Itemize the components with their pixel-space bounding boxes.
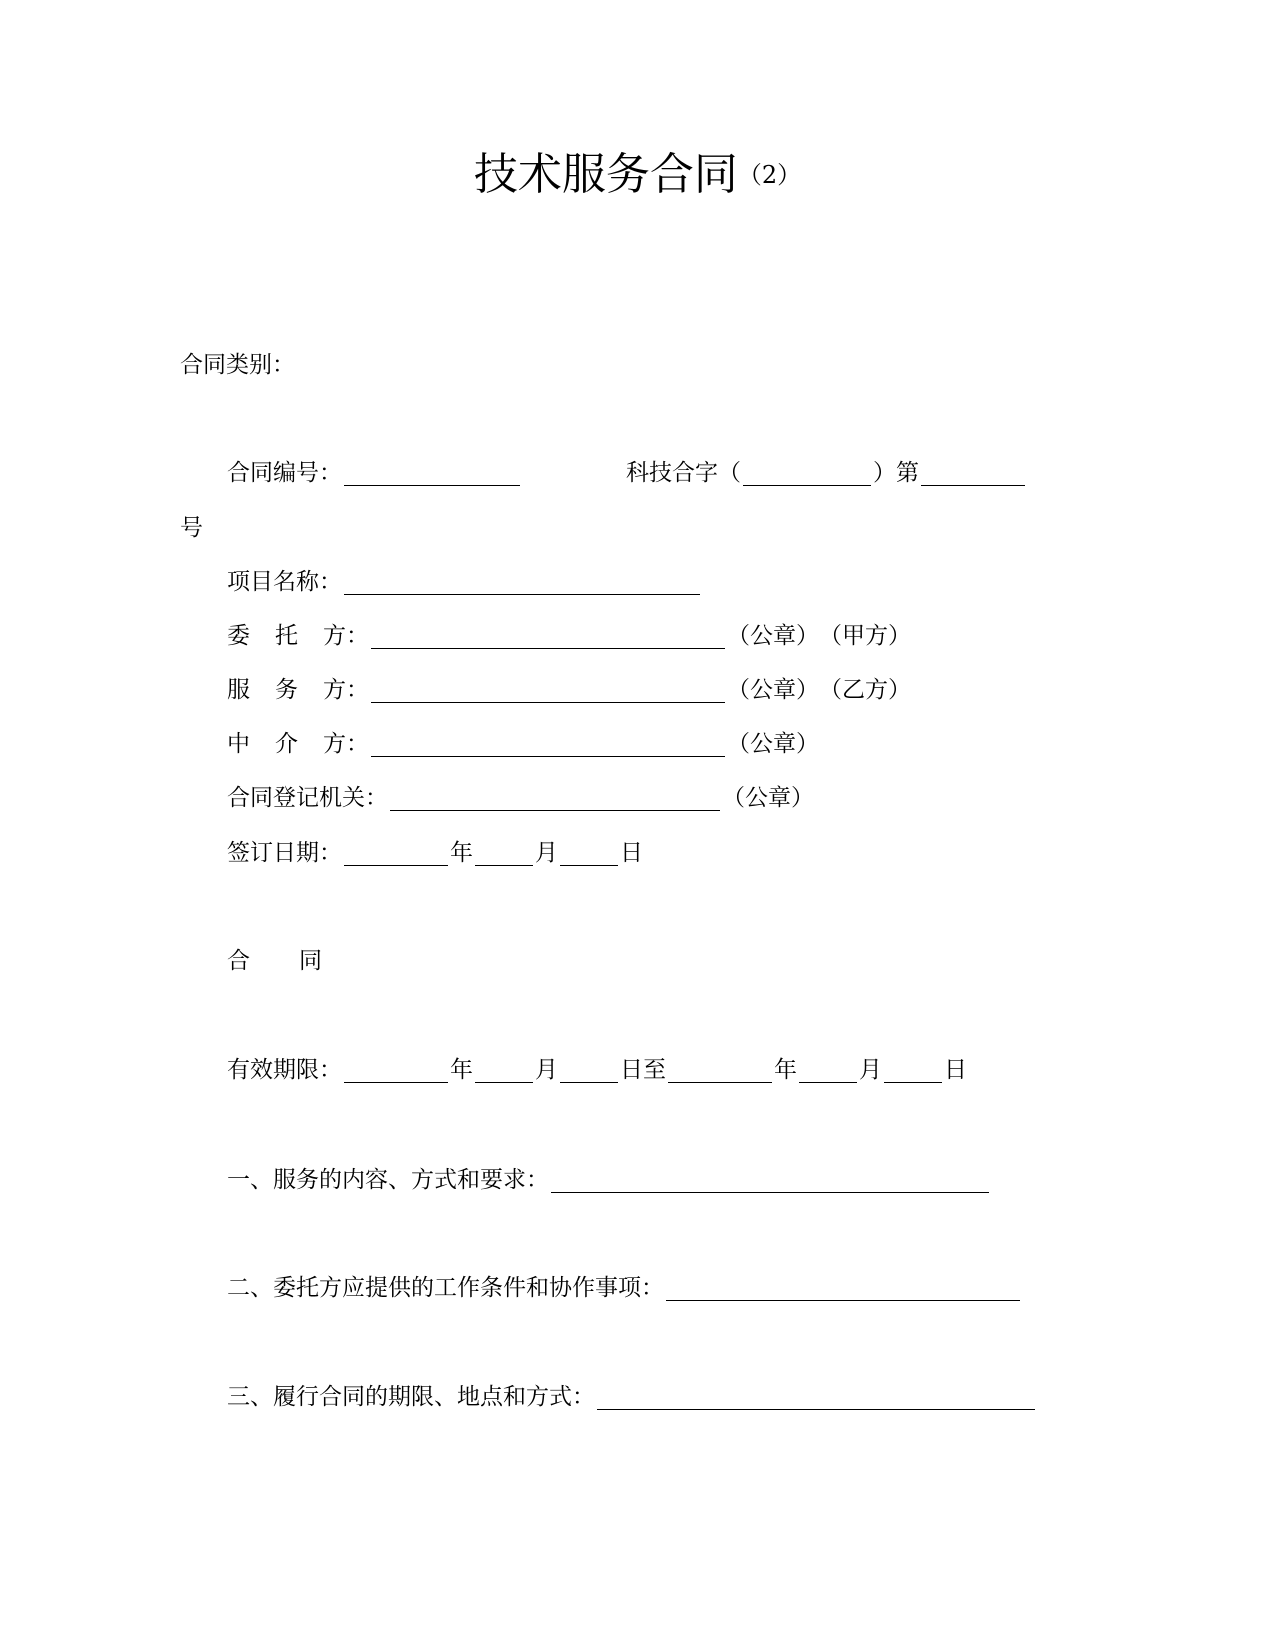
tech-contract-code-field[interactable] <box>743 463 871 486</box>
intermediary-label-char-3: 方 <box>323 731 346 757</box>
service-seal: （公章） <box>727 677 819 703</box>
contract-heading-char-1: 合 <box>227 948 250 974</box>
validity-month-label: 月 <box>535 1057 558 1083</box>
service-label-colon: ： <box>346 677 369 703</box>
client-label-char-3: 方 <box>323 623 346 649</box>
project-name-label: 项目名称： <box>227 569 342 595</box>
client-seal: （公章） <box>727 623 819 649</box>
contract-number-label: 合同编号： <box>227 460 342 486</box>
validity-label: 有效期限： <box>227 1057 342 1083</box>
clause-1-field[interactable] <box>551 1170 989 1193</box>
title-main: 技术服务合同 <box>473 149 738 200</box>
validity-day-to-label: 日至 <box>620 1057 666 1083</box>
sign-month-label: 月 <box>535 840 558 866</box>
service-row <box>227 673 911 707</box>
tech-contract-number-field[interactable] <box>921 463 1025 486</box>
clause-2-field[interactable] <box>666 1278 1020 1301</box>
validity-end-month-field[interactable] <box>799 1060 857 1083</box>
client-field[interactable] <box>371 626 725 649</box>
validity-start-year-field[interactable] <box>344 1060 448 1083</box>
client-row <box>227 619 911 653</box>
contract-heading <box>227 944 322 978</box>
validity-end-year-field[interactable] <box>668 1060 772 1083</box>
service-label-char-1: 服 <box>227 677 250 703</box>
validity-day2-label: 日 <box>944 1057 967 1083</box>
title-suffix: （2） <box>737 161 802 189</box>
service-party: （乙方） <box>819 677 911 703</box>
service-label-char-3: 方 <box>323 677 346 703</box>
project-name-field[interactable] <box>344 572 700 595</box>
clause-3-row <box>227 1380 1037 1414</box>
sign-day-label: 日 <box>620 840 643 866</box>
document-title <box>0 145 1275 205</box>
contract-number-row <box>227 456 1027 490</box>
clause-3-field[interactable] <box>597 1387 1035 1410</box>
service-field[interactable] <box>371 680 725 703</box>
sign-month-field[interactable] <box>475 843 533 866</box>
contract-number-tail: 号 <box>180 515 203 541</box>
registry-row <box>227 781 814 815</box>
validity-end-day-field[interactable] <box>884 1060 942 1083</box>
sign-date-row <box>227 836 643 870</box>
project-name-row <box>227 565 702 599</box>
client-label-char-1: 委 <box>227 623 250 649</box>
sign-year-label: 年 <box>450 840 473 866</box>
intermediary-row <box>227 727 819 761</box>
validity-row <box>227 1053 967 1087</box>
client-label-char-2: 托 <box>275 623 298 649</box>
contract-number-field[interactable] <box>344 463 520 486</box>
validity-month2-label: 月 <box>859 1057 882 1083</box>
clause-1-label: 一、服务的内容、方式和要求： <box>227 1167 549 1193</box>
tech-contract-label: 科技合字（ <box>626 460 741 486</box>
service-label-char-2: 务 <box>275 677 298 703</box>
clause-3-label: 三、履行合同的期限、地点和方式： <box>227 1384 595 1410</box>
validity-start-month-field[interactable] <box>475 1060 533 1083</box>
intermediary-label-colon: ： <box>346 731 369 757</box>
sign-day-field[interactable] <box>560 843 618 866</box>
registry-field[interactable] <box>390 788 720 811</box>
contract-category-row <box>180 348 295 382</box>
contract-category-label: 合同类别： <box>180 352 295 378</box>
sign-date-label: 签订日期： <box>227 840 342 866</box>
intermediary-field[interactable] <box>371 734 725 757</box>
validity-year2-label: 年 <box>774 1057 797 1083</box>
registry-seal: （公章） <box>722 785 814 811</box>
intermediary-seal: （公章） <box>727 731 819 757</box>
clause-2-row <box>227 1271 1022 1305</box>
clause-2-label: 二、委托方应提供的工作条件和协作事项： <box>227 1275 664 1301</box>
clause-1-row <box>227 1163 991 1197</box>
validity-start-day-field[interactable] <box>560 1060 618 1083</box>
intermediary-label-char-2: 介 <box>275 731 298 757</box>
client-party: （甲方） <box>819 623 911 649</box>
contract-heading-char-2: 同 <box>299 948 322 974</box>
tech-contract-mid: ）第 <box>873 460 919 486</box>
client-label-colon: ： <box>346 623 369 649</box>
intermediary-label-char-1: 中 <box>227 731 250 757</box>
validity-year-label: 年 <box>450 1057 473 1083</box>
registry-label: 合同登记机关： <box>227 785 388 811</box>
contract-number-tail-row <box>180 511 203 545</box>
sign-year-field[interactable] <box>344 843 448 866</box>
